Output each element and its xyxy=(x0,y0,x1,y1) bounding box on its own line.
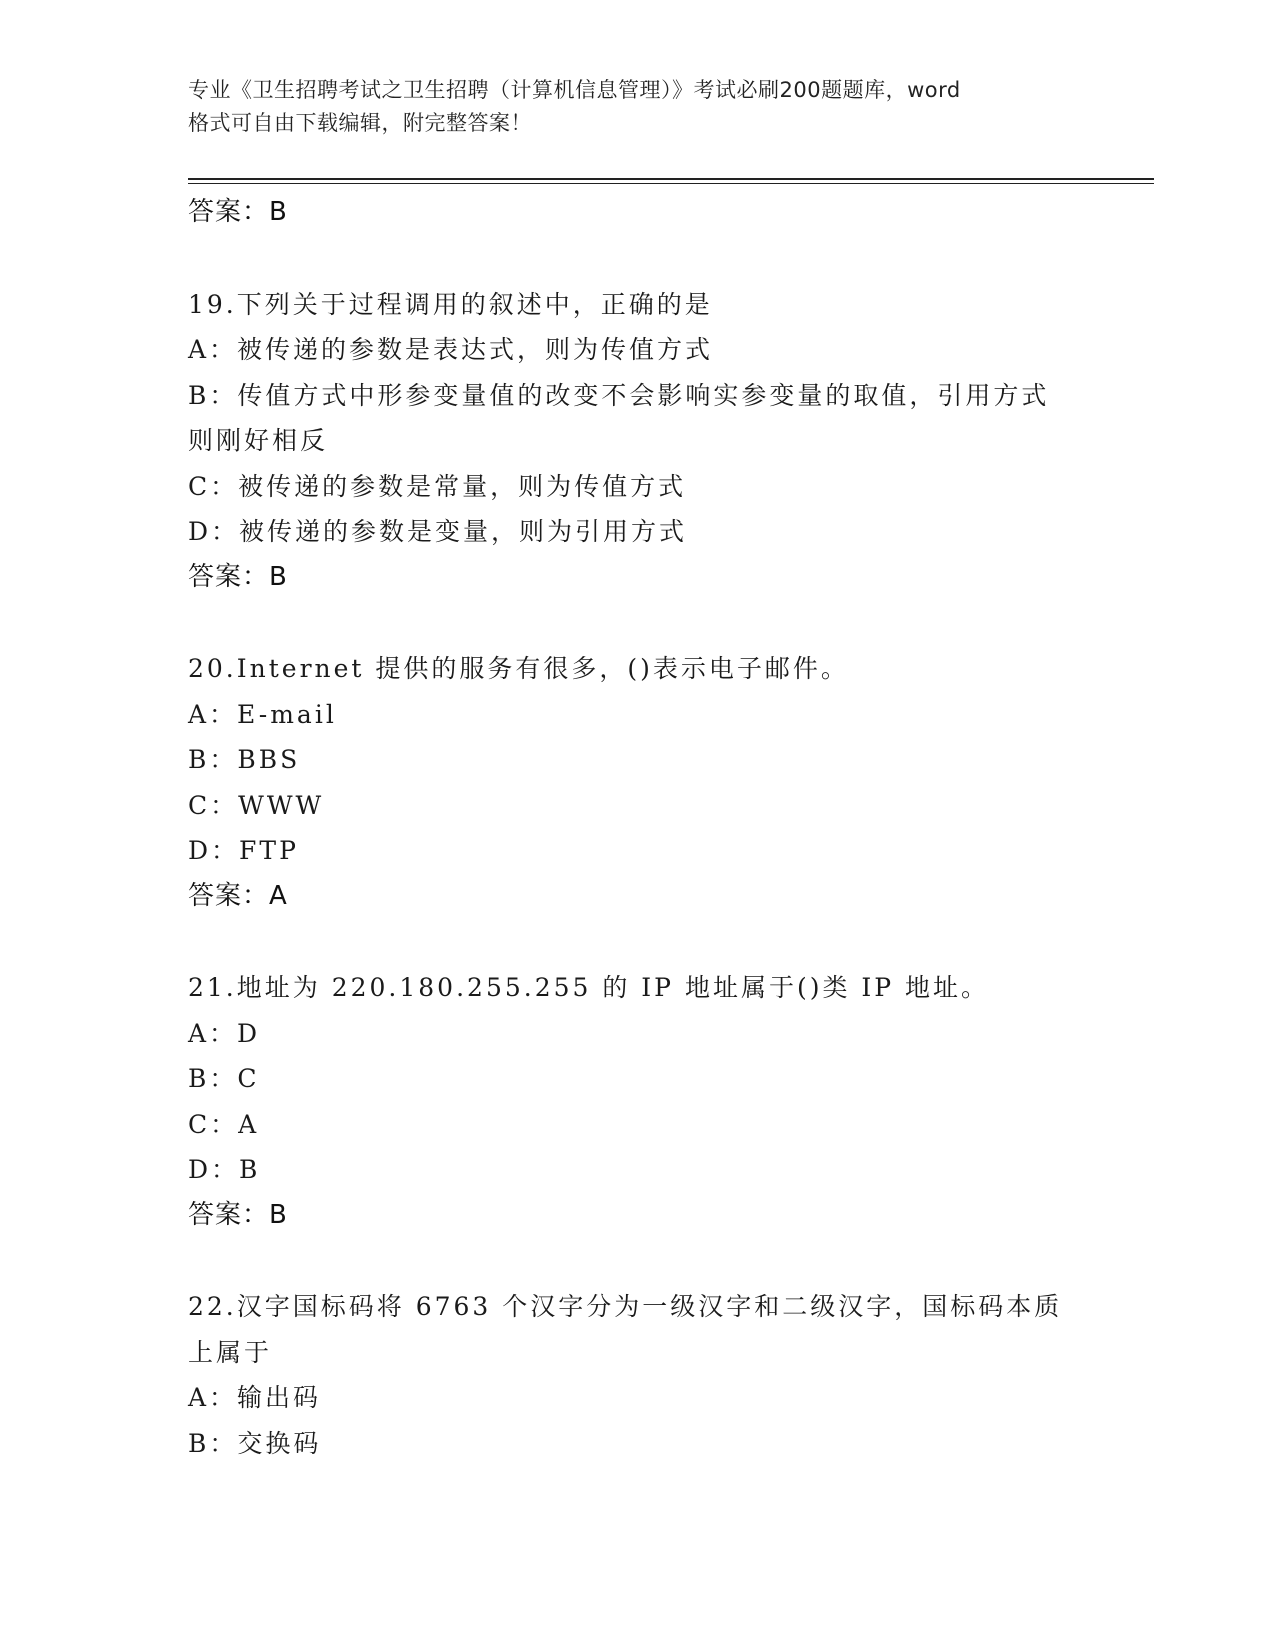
option-b: B：传值方式中形参变量值的改变不会影响实参变量的取值，引用方式 xyxy=(188,380,1050,410)
question-stem: 19.下列关于过程调用的叙述中，正确的是 xyxy=(188,289,713,319)
question-stem: 20.Internet 提供的服务有很多，()表示电子邮件。 xyxy=(188,654,849,683)
question-list xyxy=(188,190,1148,1466)
option-c: C：被传递的参数是常量，则为传值方式 xyxy=(188,471,687,501)
option-d: D：被传递的参数是变量，则为引用方式 xyxy=(188,517,688,546)
question-gap xyxy=(188,1238,1148,1284)
option-c: C：WWW xyxy=(188,790,325,820)
question-block xyxy=(188,646,1148,919)
question-block xyxy=(188,1284,1148,1466)
question-block xyxy=(188,965,1148,1238)
question-gap xyxy=(188,600,1148,646)
option-c: C：A xyxy=(188,1109,260,1139)
option-a: A：D xyxy=(188,1018,261,1048)
header-divider-thick xyxy=(188,178,1154,180)
header-line-2: 格式可自由下载编辑，附完整答案！ xyxy=(188,111,532,135)
option-b: B：C xyxy=(188,1064,260,1093)
header-divider-thin xyxy=(188,183,1154,184)
question-gap xyxy=(188,919,1148,965)
option-b: B：交换码 xyxy=(188,1428,322,1458)
question-stem-continued: 上属于 xyxy=(188,1337,273,1367)
question-gap xyxy=(188,236,1148,282)
question-stem: 22.汉字国标码将 6763 个汉字分为一级汉字和二级汉字，国标码本质 xyxy=(188,1292,1063,1321)
answer-line: 答案：A xyxy=(188,880,288,911)
option-b-continued: 则刚好相反 xyxy=(188,426,329,455)
answer-line: 答案：B xyxy=(188,561,288,592)
option-a: A：E-mail xyxy=(188,699,337,729)
option-a: A：被传递的参数是表达式，则为传值方式 xyxy=(188,335,714,364)
header-line-1: 专业《卫生招聘考试之卫生招聘（计算机信息管理）》考试必刷200题题库，word xyxy=(188,78,961,102)
option-a: A：输出码 xyxy=(188,1383,322,1412)
option-d: D：B xyxy=(188,1155,261,1184)
answer-line: 答案：B xyxy=(188,197,288,227)
option-d: D：FTP xyxy=(188,836,299,865)
page-header xyxy=(188,74,1108,140)
question-block xyxy=(188,282,1148,601)
option-b: B：BBS xyxy=(188,745,301,774)
answer-line: 答案：B xyxy=(188,1199,288,1230)
question-stem: 21.地址为 220.180.255.255 的 IP 地址属于()类 IP 地址。 xyxy=(188,973,990,1002)
